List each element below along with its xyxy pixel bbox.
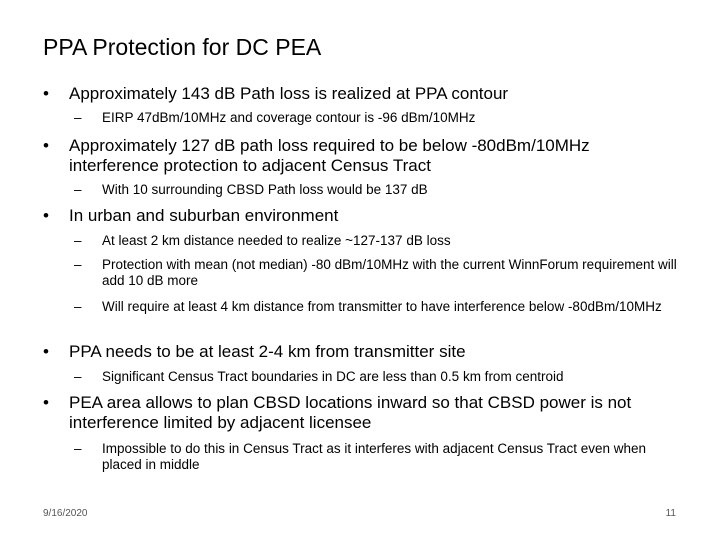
bullet-item xyxy=(43,393,669,433)
bullet-item xyxy=(43,84,669,104)
dash-marker: – xyxy=(74,233,82,248)
sub-bullet-text: Protection with mean (not median) -80 dBm/10MHz with the current WinnForum requirement will add 10 dB more xyxy=(102,257,677,288)
sub-bullet-item xyxy=(74,369,682,385)
sub-bullet-text: Significant Census Tract boundaries in DC are less than 0.5 km from centroid xyxy=(102,369,564,384)
bullet-marker: • xyxy=(43,84,49,103)
bullet-text: Approximately 127 dB path loss required to be below -80dBm/10MHz interference protection to adjacent Census Tract xyxy=(69,136,590,175)
sub-bullet-item xyxy=(74,257,682,289)
sub-bullet-item xyxy=(74,182,682,198)
dash-marker: – xyxy=(74,182,82,197)
dash-marker: – xyxy=(74,369,82,384)
bullet-item xyxy=(43,136,669,176)
dash-marker: – xyxy=(74,441,82,456)
bullet-item xyxy=(43,206,669,226)
dash-marker: – xyxy=(74,257,82,272)
bullet-marker: • xyxy=(43,393,49,412)
sub-bullet-item xyxy=(74,110,682,126)
sub-bullet-text: At least 2 km distance needed to realize ~127-137 dB loss xyxy=(102,233,451,248)
bullet-text: PEA area allows to plan CBSD locations inward so that CBSD power is not interference limited by adjacent licensee xyxy=(69,393,632,432)
sub-bullet-text: Impossible to do this in Census Tract as it interferes with adjacent Census Tract even when placed in middle xyxy=(102,441,647,472)
bullet-marker: • xyxy=(43,136,49,155)
page-number: 11 xyxy=(665,508,676,519)
dash-marker: – xyxy=(74,110,82,125)
slide-title: PPA Protection for DC PEA xyxy=(43,34,322,60)
dash-marker: – xyxy=(74,299,82,314)
bullet-text: In urban and suburban environment xyxy=(69,206,339,225)
bullet-marker: • xyxy=(43,206,49,225)
sub-bullet-item xyxy=(74,441,682,473)
sub-bullet-item xyxy=(74,233,682,249)
sub-bullet-text: Will require at least 4 km distance from transmitter to have interference below -80dBm/10MHz xyxy=(102,299,662,314)
bullet-marker: • xyxy=(43,342,49,361)
footer-date: 9/16/2020 xyxy=(43,508,88,519)
sub-bullet-item xyxy=(74,299,682,315)
bullet-text: Approximately 143 dB Path loss is realized at PPA contour xyxy=(69,84,509,103)
sub-bullet-text: With 10 surrounding CBSD Path loss would be 137 dB xyxy=(102,182,428,197)
bullet-item xyxy=(43,342,669,362)
bullet-text: PPA needs to be at least 2-4 km from transmitter site xyxy=(69,342,466,361)
sub-bullet-text: EIRP 47dBm/10MHz and coverage contour is -96 dBm/10MHz xyxy=(102,110,476,125)
